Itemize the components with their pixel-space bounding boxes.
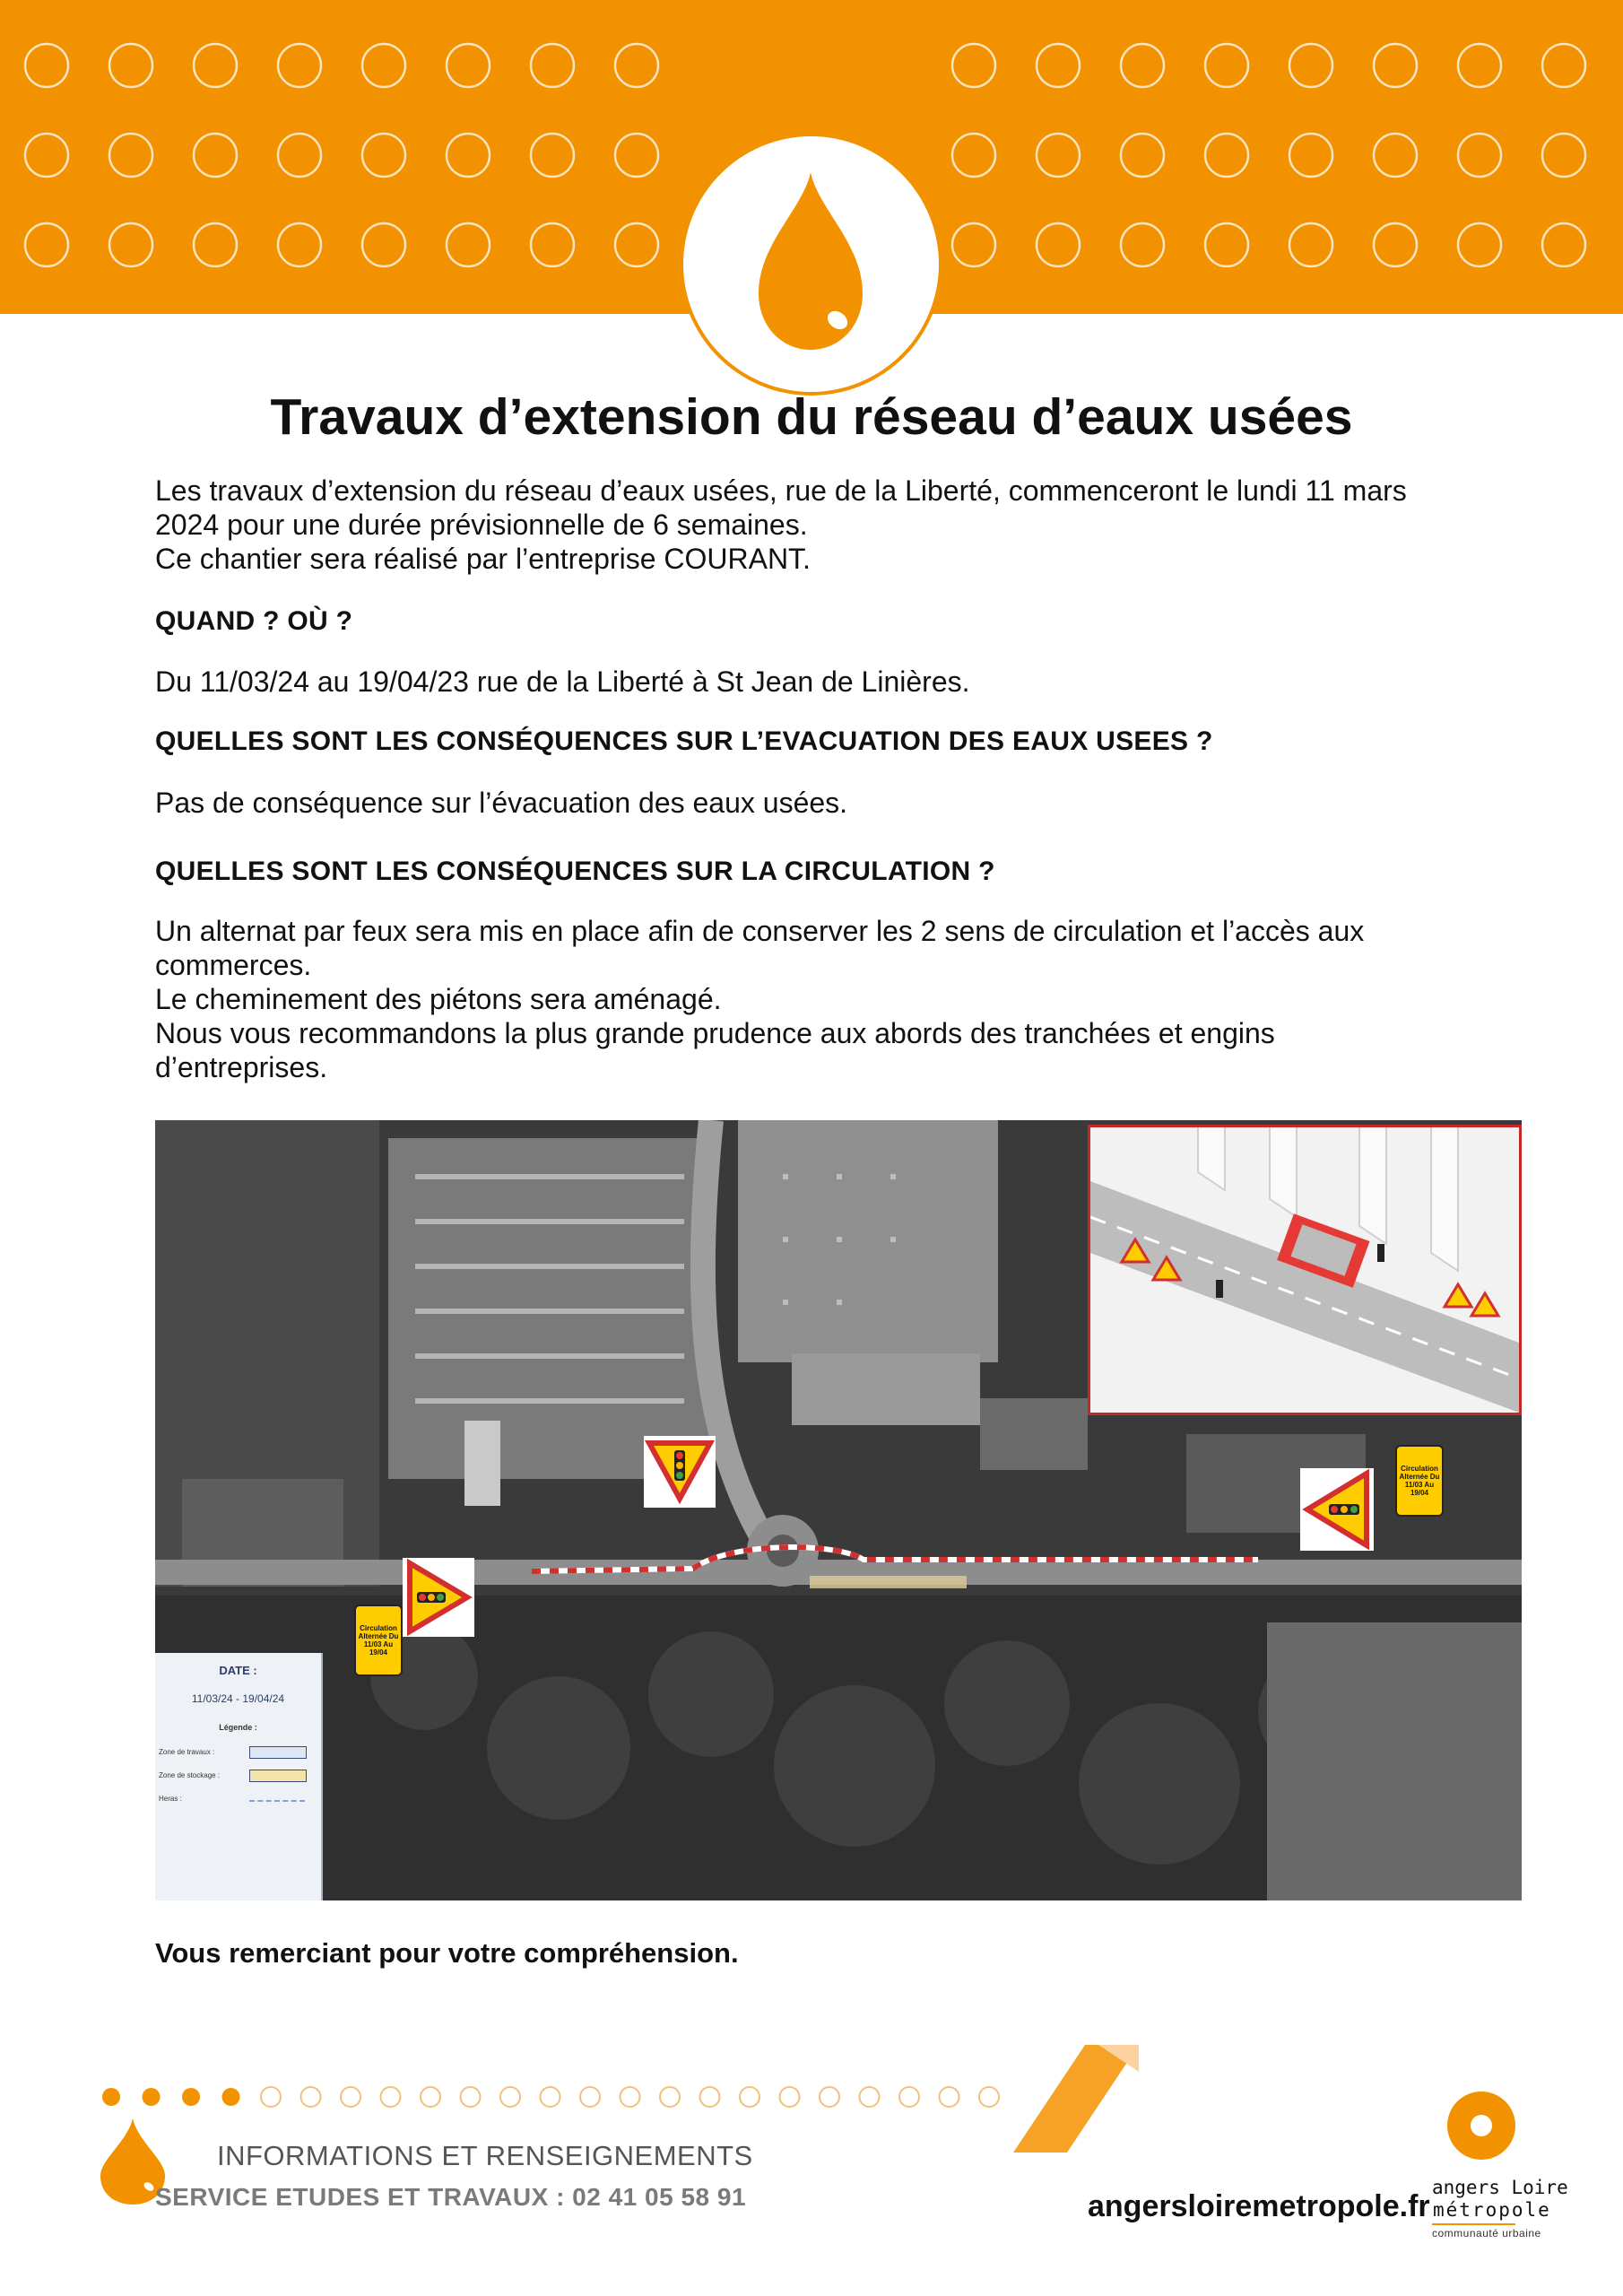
- header-circle: [447, 134, 490, 177]
- footer-dot: [580, 2087, 600, 2107]
- header-circle: [25, 44, 68, 87]
- header-circle: [1542, 134, 1585, 177]
- footer-dot: [940, 2087, 959, 2107]
- footer-dot: [102, 2088, 120, 2106]
- legend-swatch-works: [249, 1746, 307, 1759]
- header-circle: [1374, 134, 1417, 177]
- footer-dot: [222, 2088, 240, 2106]
- footer-service-contact: SERVICE ETUDES ET TRAVAUX : 02 41 05 58 91: [155, 2183, 747, 2211]
- header-circle: [362, 44, 405, 87]
- page-title: Travaux d’extension du réseau d’eaux usées: [270, 388, 1353, 446]
- header-circle: [531, 223, 574, 266]
- footer-dot: [461, 2087, 481, 2107]
- traffic-light-warning-sign: [644, 1436, 716, 1508]
- site-map: [155, 1120, 1522, 1900]
- angers-metropole-logo-icon: [1426, 2083, 1542, 2172]
- traffic-line: d’entreprises.: [155, 1051, 328, 1083]
- header-circle: [615, 134, 658, 177]
- header-circle: [1542, 223, 1585, 266]
- header-circle: [1289, 44, 1332, 87]
- traffic-light-warning-sign: [1300, 1468, 1374, 1551]
- intro-paragraph: [155, 474, 1518, 576]
- header-circle: [109, 134, 152, 177]
- footer-dot: [500, 2087, 520, 2107]
- footer-dot: [621, 2087, 640, 2107]
- signage-diagram: [1090, 1127, 1519, 1413]
- header-circle: [615, 223, 658, 266]
- traffic-line: Le cheminement des piétons sera aménagé.: [155, 983, 722, 1015]
- brand-name-line2: métropole: [1433, 2199, 1551, 2221]
- legend-title: Légende :: [219, 1723, 257, 1732]
- legend-item: Zone de stockage :: [159, 1771, 221, 1779]
- intro-line: Les travaux d’extension du réseau d’eaux usées, rue de la Liberté, commenceront le lundi 11 mars: [155, 474, 1407, 507]
- footer-dot: [182, 2088, 200, 2106]
- signage-diagram-inset: [1088, 1125, 1522, 1415]
- traffic-line: commerces.: [155, 949, 312, 981]
- header-circle: [1289, 134, 1332, 177]
- brand-divider: [1432, 2223, 1515, 2225]
- header-circle: [1037, 134, 1080, 177]
- legend-swatch-storage: [249, 1770, 307, 1782]
- header-circle: [1542, 44, 1585, 87]
- header-circle: [1121, 44, 1164, 87]
- traffic-light-icon: [1300, 1468, 1374, 1551]
- footer-website-link[interactable]: angersloiremetropole.fr: [1088, 2189, 1430, 2223]
- footer-stripe-decoration: [1013, 2045, 1139, 2152]
- footer-dot: [740, 2087, 759, 2107]
- header-circle: [952, 134, 995, 177]
- intro-line: Ce chantier sera réalisé par l’entreprise COURANT.: [155, 543, 811, 575]
- legend-item: Zone de travaux :: [159, 1748, 215, 1756]
- header-circle: [531, 134, 574, 177]
- when-text: Du 11/03/24 au 19/04/23 rue de la Liberté à St Jean de Linières.: [155, 665, 970, 698]
- header-circle: [1037, 223, 1080, 266]
- footer-dot: [301, 2087, 321, 2107]
- circulation-alternee-sign: Circulation Alternée Du 11/03 Au 19/04: [1395, 1445, 1444, 1517]
- header-circle: [1289, 223, 1332, 266]
- header-circle: [278, 134, 321, 177]
- when-heading: QUAND ? OÙ ?: [155, 606, 353, 636]
- header-circle: [1205, 134, 1248, 177]
- header-circle: [952, 223, 995, 266]
- header-circle: [447, 223, 490, 266]
- footer-dot: [979, 2087, 999, 2107]
- circulation-alternee-sign: Circulation Alternée Du 11/03 Au 19/04: [354, 1605, 403, 1676]
- header-circle: [531, 44, 574, 87]
- header-circle: [25, 134, 68, 177]
- header-circle: [1205, 44, 1248, 87]
- water-drop-icon: [683, 136, 939, 392]
- traffic-line: Nous vous recommandons la plus grande prudence aux abords des tranchées et engins: [155, 1017, 1275, 1049]
- header-circle: [1037, 44, 1080, 87]
- header-circle: [1458, 44, 1501, 87]
- header-circle: [447, 44, 490, 87]
- map-legend-panel: [155, 1653, 323, 1900]
- footer-dot: [780, 2087, 800, 2107]
- footer-dot: [860, 2087, 880, 2107]
- header-circle: [194, 134, 237, 177]
- footer-dot: [541, 2087, 560, 2107]
- traffic-light-icon: [403, 1558, 474, 1637]
- footer-dot: [341, 2087, 360, 2107]
- header-circle: [1374, 44, 1417, 87]
- header-circle: [1205, 223, 1248, 266]
- header-circle: [278, 44, 321, 87]
- intro-line: 2024 pour une durée prévisionnelle de 6 semaines.: [155, 509, 808, 541]
- header-circle: [194, 44, 237, 87]
- footer-dot: [660, 2087, 680, 2107]
- header-circle: [1458, 134, 1501, 177]
- wastewater-heading: QUELLES SONT LES CONSÉQUENCES SUR L’EVACUATION DES EAUX USEES ?: [155, 726, 1213, 756]
- header-circle: [362, 223, 405, 266]
- traffic-light-warning-sign: [403, 1558, 474, 1637]
- header-circle: [1374, 223, 1417, 266]
- header-circle: [1458, 223, 1501, 266]
- header-circle: [278, 223, 321, 266]
- wastewater-text: Pas de conséquence sur l’évacuation des eaux usées.: [155, 787, 848, 819]
- footer-dot: [700, 2087, 720, 2107]
- header-circle: [1121, 134, 1164, 177]
- traffic-light-icon: [644, 1436, 716, 1508]
- date-label: DATE :: [219, 1664, 257, 1677]
- date-value: 11/03/24 - 19/04/24: [191, 1692, 285, 1705]
- thanks-text: Vous remerciant pour votre compréhension.: [155, 1937, 739, 1969]
- legend-swatch-heras: [249, 1800, 305, 1802]
- traffic-paragraph: [155, 914, 1518, 1084]
- footer-dot: [143, 2088, 161, 2106]
- header-circle: [952, 44, 995, 87]
- footer-dot: [261, 2087, 281, 2107]
- header-circle: [109, 223, 152, 266]
- footer-info-heading: INFORMATIONS ET RENSEIGNEMENTS: [217, 2140, 753, 2171]
- brand-name-line1: angers Loire: [1432, 2177, 1568, 2198]
- header-circle: [109, 44, 152, 87]
- footer-dot-row: [0, 2081, 1013, 2117]
- footer-dot: [421, 2087, 440, 2107]
- header-circle: [1121, 223, 1164, 266]
- footer-dot: [381, 2087, 401, 2107]
- traffic-heading: QUELLES SONT LES CONSÉQUENCES SUR LA CIRCULATION ?: [155, 857, 995, 886]
- traffic-line: Un alternat par feux sera mis en place afin de conserver les 2 sens de circulation et l’accès aux: [155, 915, 1365, 947]
- footer-dot: [820, 2087, 839, 2107]
- header-circle: [25, 223, 68, 266]
- header-logo: [683, 136, 939, 392]
- header-circle: [615, 44, 658, 87]
- legend-item: Heras :: [159, 1795, 182, 1803]
- footer-dot: [899, 2087, 919, 2107]
- header-circle: [194, 223, 237, 266]
- header-circle: [362, 134, 405, 177]
- brand-tagline: communauté urbaine: [1432, 2227, 1541, 2239]
